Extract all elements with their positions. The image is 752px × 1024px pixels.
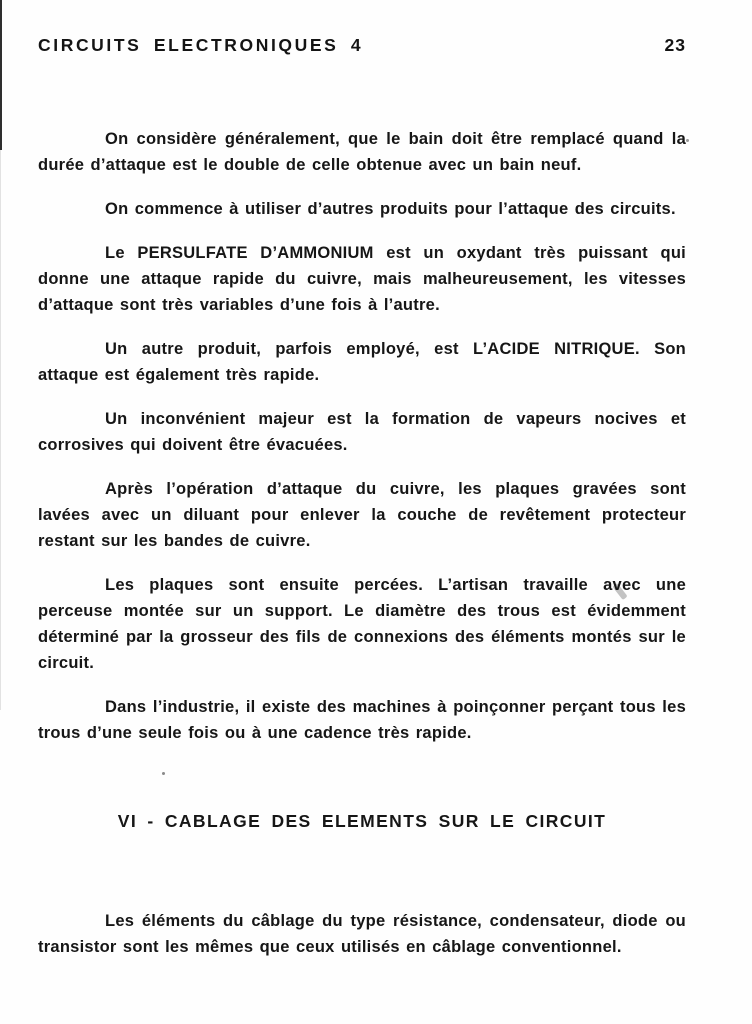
paragraph: Dans l’industrie, il existe des machines à poinçonner perçant tous les trous d’une seule fois ou à une cadence très rapide.: [38, 698, 686, 742]
closing-section: [38, 908, 686, 960]
scan-edge-line-dark: [0, 0, 2, 150]
paragraph: Les plaques sont ensuite percées. L’artisan travaille avec une perceuse montée sur un support. Le diamètre des trous est évidemment déterminé par la grosseur des fils de connexions des éléments montés sur le circuit.: [38, 576, 686, 672]
document-title: CIRCUITS ELECTRONIQUES 4: [38, 35, 364, 55]
paragraph: Après l’opération d’attaque du cuivre, les plaques gravées sont lavées avec un diluant pour enlever la couche de revêtement protecteur restant sur les bandes de cuivre.: [38, 480, 686, 550]
page-body: [38, 126, 686, 960]
scan-dot-artifact: [686, 139, 689, 142]
paragraph: Les éléments du câblage du type résistance, condensateur, diode ou transistor sont les mêmes que ceux utilisés en câblage conventionnel.: [38, 912, 686, 956]
paragraph: On commence à utiliser d’autres produits pour l’attaque des circuits.: [105, 200, 676, 218]
page-number: 23: [664, 35, 686, 55]
page-header: [38, 35, 686, 56]
paragraph: On considère généralement, que le bain doit être remplacé quand la durée d’attaque est le double de celle obtenue avec un bain neuf.: [38, 130, 686, 174]
section-heading: VI - CABLAGE DES ELEMENTS SUR LE CIRCUIT: [117, 811, 607, 831]
scan-edge-line-faint: [0, 150, 1, 710]
paragraph: Un inconvénient majeur est la formation de vapeurs nocives et corrosives qui doivent être évacuées.: [38, 410, 686, 454]
paragraph: Le PERSULFATE D’AMMONIUM est un oxydant très puissant qui donne une attaque rapide du cuivre, mais malheureusement, les vitesses d’attaque sont très variables d’une fois à l’autre.: [38, 244, 686, 314]
paragraph: Un autre produit, parfois employé, est L’ACIDE NITRIQUE. Son attaque est également très rapide.: [38, 340, 686, 384]
